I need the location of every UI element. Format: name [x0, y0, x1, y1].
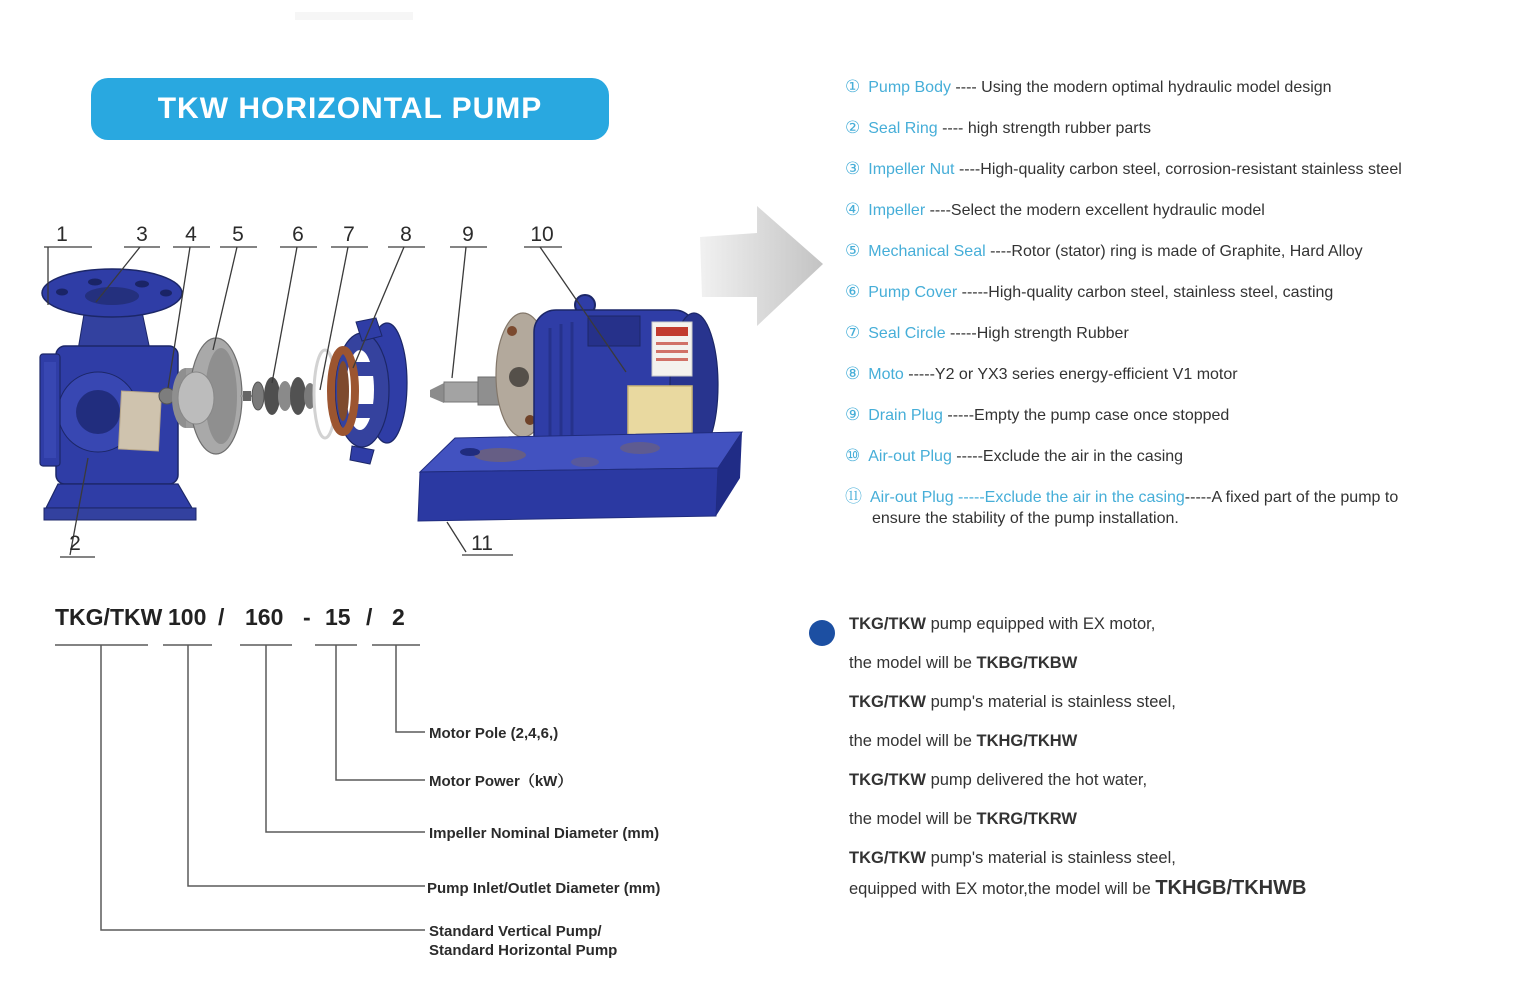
- note-lead: TKG/TKW: [849, 849, 926, 867]
- part-list-item: [845, 281, 1513, 303]
- model-code-motor-power: 15: [325, 604, 351, 630]
- model-code-slash-1: /: [218, 604, 225, 630]
- part-name-extra: -----Exclude the air in the casing: [953, 489, 1185, 506]
- callout-11: 11: [471, 532, 493, 555]
- pump-exploded-diagram: [40, 269, 742, 521]
- part-list-item: [845, 76, 1513, 98]
- note-text: pump's material is stainless steel,: [925, 693, 1176, 711]
- part-number-icon: ②: [845, 118, 861, 137]
- label-standard-horizontal: Standard Horizontal Pump: [429, 942, 618, 959]
- note-lead: TKG/TKW: [849, 771, 926, 789]
- part-name: Moto: [868, 366, 904, 383]
- mechanical-seal-parts-drawing: [240, 377, 316, 415]
- note-lead: TKG/TKW: [849, 615, 926, 633]
- part-list-item: [845, 158, 1513, 180]
- part-name: Impeller: [868, 202, 926, 219]
- part-number-icon: ⑨: [845, 405, 861, 424]
- model-code-inlet-diameter: 100: [168, 604, 207, 630]
- note-model-code: TKHGB/TKHWB: [1155, 877, 1307, 899]
- part-name: Air-out Plug: [868, 448, 952, 465]
- part-name: Mechanical Seal: [868, 243, 986, 260]
- callout-2: 2: [69, 532, 81, 555]
- part-list-item: [845, 199, 1513, 221]
- model-code-dash: -: [303, 604, 311, 630]
- label-motor-pole: Motor Pole (2,4,6,): [429, 725, 559, 742]
- part-description: -----Empty the pump case once stopped: [942, 407, 1230, 424]
- callout-5: 5: [232, 223, 244, 246]
- part-number-icon: ⑥: [845, 282, 861, 301]
- part-name: Air-out Plug: [870, 489, 954, 506]
- note-model-code: TKRG/TKRW: [976, 810, 1077, 828]
- part-number-icon: ⑪: [845, 487, 862, 506]
- callout-1: 1: [56, 223, 68, 246]
- part-description: -----High strength Rubber: [945, 325, 1129, 342]
- part-description: -----Exclude the air in the casing: [951, 448, 1184, 465]
- callout-3: 3: [136, 223, 148, 246]
- part-list-item: [845, 404, 1513, 426]
- note-line: [849, 612, 1449, 636]
- part-number-icon: ④: [845, 200, 861, 219]
- part-description: -----A fixed part of the pump to: [1184, 489, 1399, 506]
- page-title: TKW HORIZONTAL PUMP: [157, 92, 543, 125]
- pump-cover-drawing: [331, 318, 407, 464]
- callout-9: 9: [462, 223, 474, 246]
- part-list-item: [845, 445, 1513, 467]
- part-name: Seal Circle: [868, 325, 946, 342]
- part-description: ----Rotor (stator) ring is made of Graphite, Hard Alloy: [985, 243, 1363, 260]
- part-name: Seal Ring: [868, 120, 938, 137]
- note-text: pump equipped with EX motor,: [925, 615, 1156, 633]
- note-line: [849, 651, 1449, 675]
- part-description: ----High-quality carbon steel, corrosion-resistant stainless steel: [954, 161, 1402, 178]
- label-motor-power: Motor Power（kW）: [429, 773, 573, 790]
- part-list-item: [845, 240, 1513, 262]
- model-code-series: TKG/TKW: [55, 604, 163, 630]
- parts-list: [845, 76, 1513, 548]
- note-text: the model will be: [849, 654, 977, 672]
- part-number-icon: ⑧: [845, 364, 861, 383]
- right-arrow-icon: [700, 206, 823, 326]
- part-description: -----Y2 or YX3 series energy-efficient V1 motor: [903, 366, 1238, 383]
- part-description: ---- high strength rubber parts: [937, 120, 1152, 137]
- callout-4: 4: [185, 223, 197, 246]
- part-number-icon: ③: [845, 159, 861, 178]
- callout-10: 10: [530, 223, 554, 246]
- callout-7: 7: [343, 223, 355, 246]
- note-text: the model will be: [849, 732, 977, 750]
- part-description-line2: ensure the stability of the pump installation.: [872, 510, 1179, 527]
- note-model-code: TKHG/TKHW: [976, 732, 1078, 750]
- note-line: [849, 876, 1449, 901]
- part-number-icon: ①: [845, 77, 861, 96]
- part-number-icon: ⑦: [845, 323, 861, 342]
- part-description: ----Select the modern excellent hydraulic model: [925, 202, 1265, 219]
- note-text: equipped with EX motor,the model will be: [849, 880, 1156, 898]
- note-text: the model will be: [849, 810, 977, 828]
- base-drawing: [418, 432, 742, 521]
- note-text: pump delivered the hot water,: [925, 771, 1148, 789]
- part-list-item: [845, 117, 1513, 139]
- label-standard-vertical: Standard Vertical Pump/: [429, 923, 602, 940]
- part-number-icon: ⑤: [845, 241, 861, 260]
- label-inlet-outlet: Pump Inlet/Outlet Diameter (mm): [427, 880, 661, 897]
- part-name: Pump Body: [868, 79, 951, 96]
- callout-6: 6: [292, 223, 304, 246]
- note-model-code: TKBG/TKBW: [976, 654, 1078, 672]
- note-line: [849, 690, 1449, 714]
- bullet-icon: [809, 620, 835, 646]
- note-line: [849, 846, 1449, 870]
- model-code-connectors: [55, 645, 425, 930]
- part-list-item: [845, 486, 1513, 529]
- model-code-slash-2: /: [366, 604, 373, 630]
- note-text: pump's material is stainless steel,: [925, 849, 1176, 867]
- part-name: Pump Cover: [868, 284, 958, 301]
- part-name: Drain Plug: [868, 407, 943, 424]
- part-description: ---- Using the modern optimal hydraulic model design: [950, 79, 1332, 96]
- part-list-item: [845, 322, 1513, 344]
- note-line: [849, 768, 1449, 792]
- model-code-impeller-diameter: 160: [245, 604, 284, 630]
- model-notes: [849, 612, 1449, 916]
- part-number-icon: ⑩: [845, 446, 861, 465]
- callout-8: 8: [400, 223, 412, 246]
- note-line: [849, 807, 1449, 831]
- part-name: Impeller Nut: [868, 161, 955, 178]
- label-impeller-diameter: Impeller Nominal Diameter (mm): [429, 825, 660, 842]
- note-line: [849, 729, 1449, 753]
- model-code-motor-pole: 2: [392, 604, 405, 630]
- part-description: -----High-quality carbon steel, stainless steel, casting: [957, 284, 1334, 301]
- part-list-item: [845, 363, 1513, 385]
- note-lead: TKG/TKW: [849, 693, 926, 711]
